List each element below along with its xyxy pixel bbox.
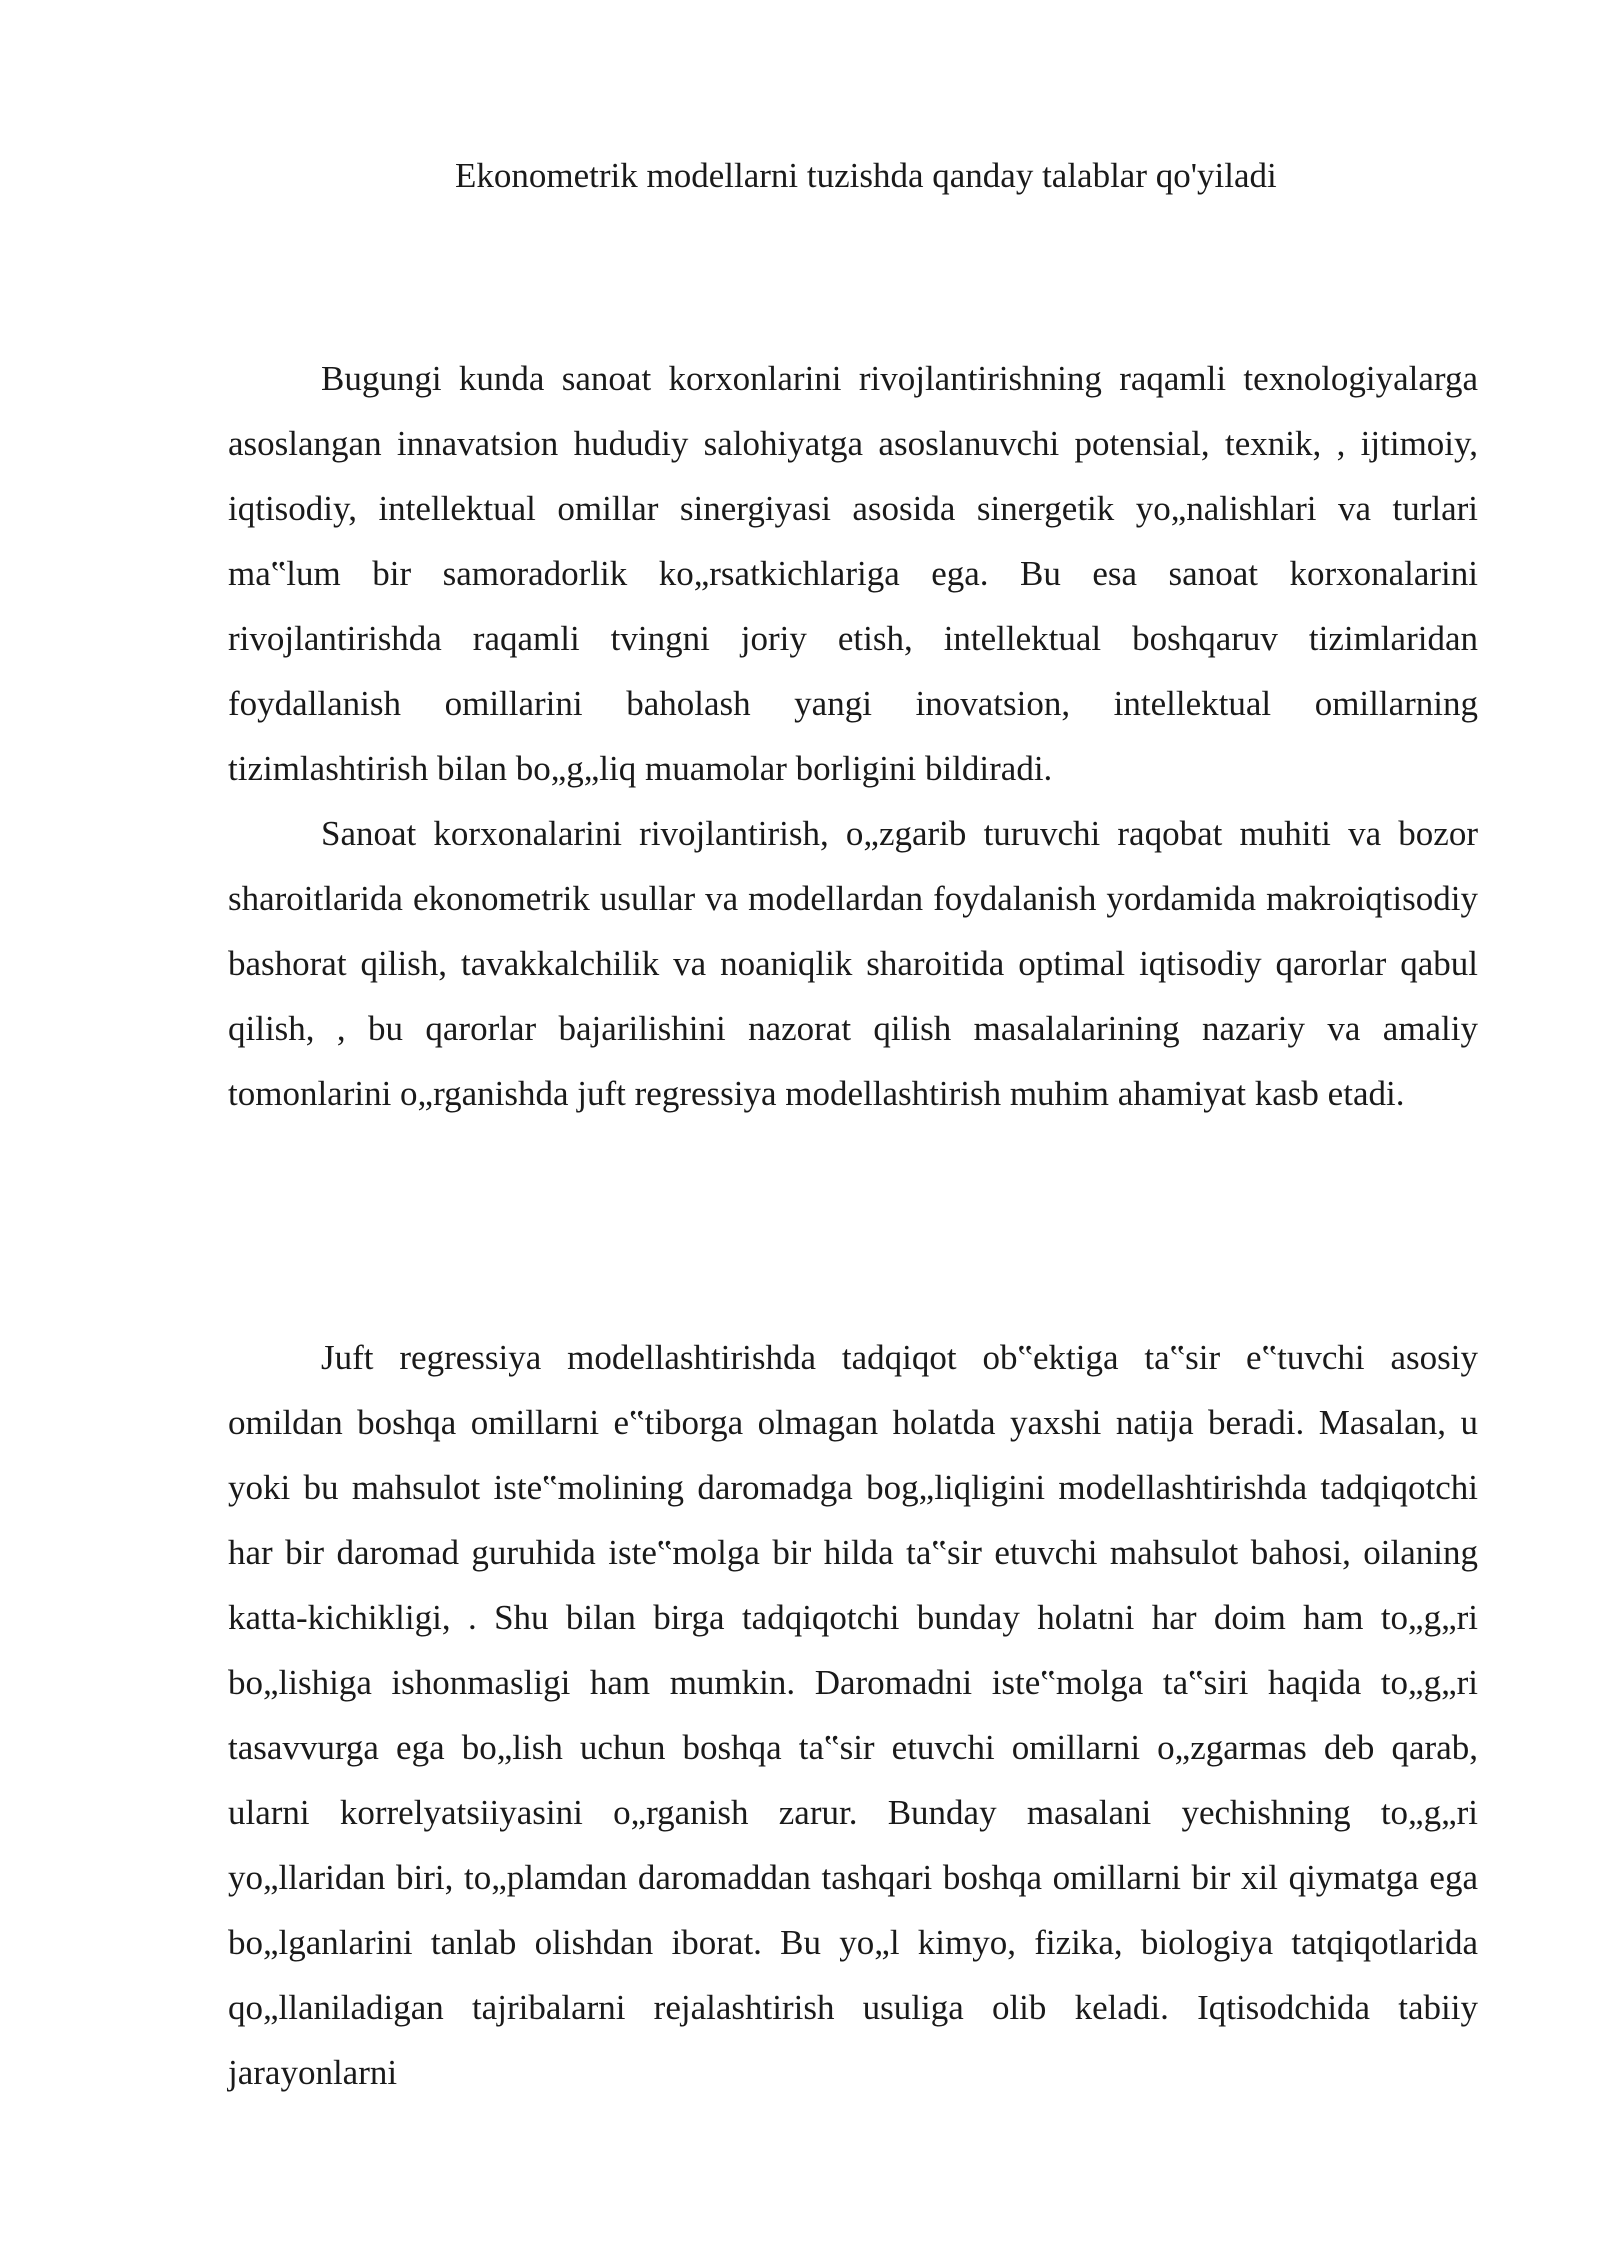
paragraph-3: Juft regressiya modellashtirishda tadqiqot ob‟ektiga ta‟sir e‟tuvchi asosiy omildan boshqa omillarni e‟tiborga olmagan holatda yaxshi natija beradi. Masalan, u yoki bu mahsulot iste‟molining daromadga bog„liqligini modellashtirishda tadqiqotchi har bir daromad guruhida iste‟molga bir hilda ta‟sir etuvchi mahsulot bahosi, oilaning katta-kichikligi, . Shu bilan birga tadqiqotchi bunday holatni har doim ham to„g„ri bo„lishiga ishonmasligi ham mumkin. Daromadni iste‟molga ta‟siri haqida to„g„ri tasavvurga ega bo„lish uchun boshqa ta‟sir etuvchi omillarni o„zgarmas deb qarab, ularni korrelyatsiiyasini o„rganish zarur. Bunday masalani yechishning to„g„ri yo„llaridan biri, to„plamdan daromaddan tashqari boshqa omillarni bir xil qiymatga ega bo„lganlarini tanlab olishdan iborat. Bu yo„l kimyo, fizika, biologiya tatqiqotlarida qo„llaniladigan tajribalarni rejalashtirish usuliga olib keladi. Iqtisodchida tabiiy jarayonlarni [228, 1338, 1478, 2092]
paragraph-1: Bugungi kunda sanoat korxonlarini rivojlantirishning raqamli texnologiyalarga asoslangan innavatsion hududiy salohiyatga asoslanuvchi potensial, texnik, , ijtimoiy, iqtisodiy, intellektual omillar sinergiyasi asosida sinergetik yo„nalishlari va turlari ma‟lum bir samoradorlik ko„rsatkichlariga ega. Bu esa sanoat korxonalarini rivojlantirishda raqamli tvingni joriy etish, intellektual boshqaruv tizimlaridan foydallanish omillarini baholash yangi inovatsion, intellektual omillarning tizimlashtirish bilan bo„g„liq muamolar borligini bildiradi. [228, 359, 1478, 788]
document-title: Ekonometrik modellarni tuzishda qanday talablar qo'yiladi [455, 156, 1277, 195]
text-block-lower [228, 1325, 1478, 2105]
text-block-upper [228, 346, 1478, 1126]
paragraph-2: Sanoat korxonalarini rivojlantirish, o„zgarib turuvchi raqobat muhiti va bozor sharoitlarida ekonometrik usullar va modellardan foydalanish yordamida makroiqtisodiy bashorat qilish, tavakkalchilik va noaniqlik sharoitida optimal iqtisodiy qarorlar qabul qilish, , bu qarorlar bajarilishini nazorat qilish masalalarining nazariy va amaliy tomonlarini o„rganishda juft regressiya modellashtirish muhim ahamiyat kasb etadi. [228, 814, 1478, 1113]
